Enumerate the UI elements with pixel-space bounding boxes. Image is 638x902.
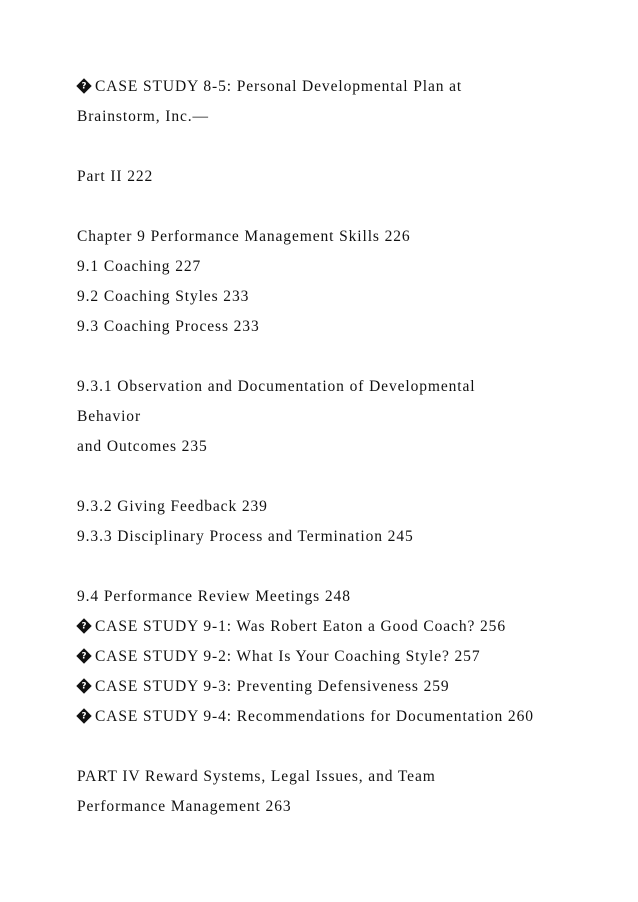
replacement-char-icon <box>76 708 91 723</box>
replacement-char-icon <box>76 618 91 633</box>
replacement-char-icon <box>76 648 91 663</box>
toc-line-brainstorm: Brainstorm, Inc.— <box>77 108 209 125</box>
toc-line-9-3-2: 9.3.2 Giving Feedback 239 <box>77 498 268 515</box>
toc-line-case-study-9-2: ?CASE STUDY 9-2: What Is Your Coaching Style? 257 <box>77 647 481 667</box>
toc-line-case-study-9-4: ?CASE STUDY 9-4: Recommendations for Documentation 260 <box>77 707 534 727</box>
toc-line-9-4: 9.4 Performance Review Meetings 248 <box>77 588 351 605</box>
toc-line-case-study-9-1: ?CASE STUDY 9-1: Was Robert Eaton a Good Coach? 256 <box>77 617 506 637</box>
replacement-char-icon <box>76 78 91 93</box>
toc-line-performance-management: Performance Management 263 <box>77 798 292 815</box>
toc-line-part-iv: PART IV Reward Systems, Legal Issues, and Team <box>77 768 436 785</box>
toc-line-9-1: 9.1 Coaching 227 <box>77 258 202 275</box>
toc-line-chapter-9: Chapter 9 Performance Management Skills 226 <box>77 228 411 245</box>
toc-line-case-study-9-3: ?CASE STUDY 9-3: Preventing Defensiveness 259 <box>77 677 450 697</box>
toc-line-behavior: Behavior <box>77 408 142 425</box>
toc-line-9-3: 9.3 Coaching Process 233 <box>77 318 260 335</box>
toc-line-outcomes: and Outcomes 235 <box>77 438 208 455</box>
toc-line-case-study-8-5: ?CASE STUDY 8-5: Personal Developmental Plan at <box>77 77 462 97</box>
toc-line-9-3-1: 9.3.1 Observation and Documentation of Developmental <box>77 378 476 395</box>
toc-line-9-3-3: 9.3.3 Disciplinary Process and Termination 245 <box>77 528 414 545</box>
toc-line-9-2: 9.2 Coaching Styles 233 <box>77 288 250 305</box>
replacement-char-icon <box>76 678 91 693</box>
toc-line-part-ii: Part II 222 <box>77 168 154 185</box>
